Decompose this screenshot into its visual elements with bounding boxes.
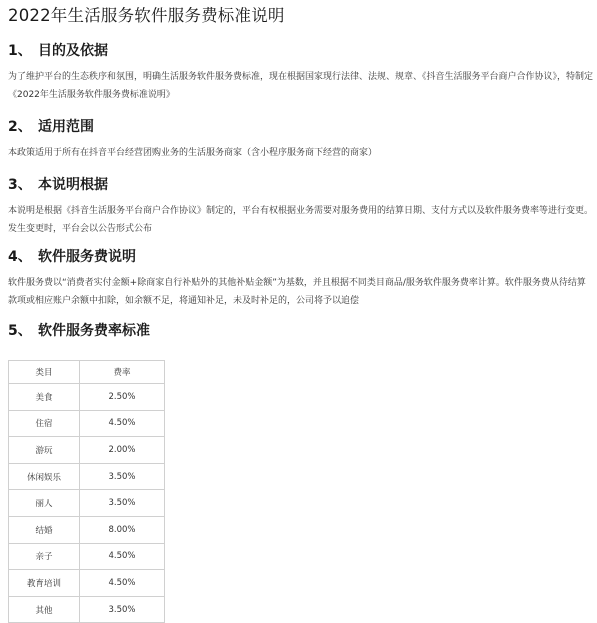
category-cell: 其他 xyxy=(9,596,80,623)
rate-cell: 4.50% xyxy=(80,570,165,597)
section-1-body: 为了维护平台的生态秩序和氛围，明确生活服务软件服务费标准，现在根据国家现行法律、法规、规章、《抖音生活服务平台商户合作协议》，特制定《2022年生活服务软件服务费标准说明》 xyxy=(8,72,594,100)
rate-cell: 4.50% xyxy=(80,543,165,570)
section-title: 软件服务费说明 xyxy=(38,249,136,265)
section-2-body: 本政策适用于所有在抖音平台经营团购业务的生活服务商家（含小程序服务商下经营的商家） xyxy=(8,148,378,158)
rate-cell: 3.50% xyxy=(80,490,165,517)
category-cell: 教育培训 xyxy=(9,570,80,597)
category-cell: 结婚 xyxy=(9,516,80,543)
section-title: 目的及依据 xyxy=(38,43,108,59)
category-cell: 游玩 xyxy=(9,437,80,464)
table-row xyxy=(9,437,165,464)
table-row xyxy=(9,410,165,437)
section-3-body: 本说明是根据《抖音生活服务平台商户合作协议》制定的，平台有权根据业务需要对服务费用的结算日期、支付方式以及软件服务费率等进行变更。发生变更时，平台会以公告形式公布 xyxy=(8,206,594,234)
table-row xyxy=(9,570,165,597)
section-2-heading xyxy=(8,116,94,136)
section-number: 1、 xyxy=(8,43,32,59)
section-5-heading xyxy=(8,320,150,340)
rate-cell: 2.00% xyxy=(80,437,165,464)
category-cell: 住宿 xyxy=(9,410,80,437)
section-1-heading xyxy=(8,40,108,60)
table-row xyxy=(9,384,165,411)
rate-cell: 2.50% xyxy=(80,384,165,411)
category-cell: 休闲娱乐 xyxy=(9,463,80,490)
section-number: 3、 xyxy=(8,177,32,193)
section-title: 本说明根据 xyxy=(38,177,108,193)
section-number: 5、 xyxy=(8,323,32,339)
column-header-rate: 费率 xyxy=(80,361,165,384)
category-cell: 美食 xyxy=(9,384,80,411)
rate-cell: 3.50% xyxy=(80,596,165,623)
rate-cell: 4.50% xyxy=(80,410,165,437)
section-4-heading xyxy=(8,246,136,266)
table-row xyxy=(9,516,165,543)
table-header-row xyxy=(9,361,165,384)
table-row xyxy=(9,490,165,517)
table-row xyxy=(9,596,165,623)
table-row xyxy=(9,543,165,570)
document-title: 2022年生活服务软件服务费标准说明 xyxy=(8,6,285,25)
category-cell: 丽人 xyxy=(9,490,80,517)
section-3-heading xyxy=(8,174,108,194)
rate-cell: 8.00% xyxy=(80,516,165,543)
rate-table xyxy=(8,360,165,623)
section-title: 适用范围 xyxy=(38,119,94,135)
section-title: 软件服务费率标准 xyxy=(38,323,150,339)
section-4-body: 软件服务费以“消费者实付金额+除商家自行补贴外的其他补贴金额”为基数，并且根据不同类目商品/服务软件服务费率计算。软件服务费从待结算款项或相应账户余额中扣除，如余额不足，将通知补足，未及时补足的，公司将予以追偿 xyxy=(8,278,586,306)
section-number: 4、 xyxy=(8,249,32,265)
table-row xyxy=(9,463,165,490)
column-header-category: 类目 xyxy=(9,361,80,384)
section-number: 2、 xyxy=(8,119,32,135)
category-cell: 亲子 xyxy=(9,543,80,570)
rate-cell: 3.50% xyxy=(80,463,165,490)
